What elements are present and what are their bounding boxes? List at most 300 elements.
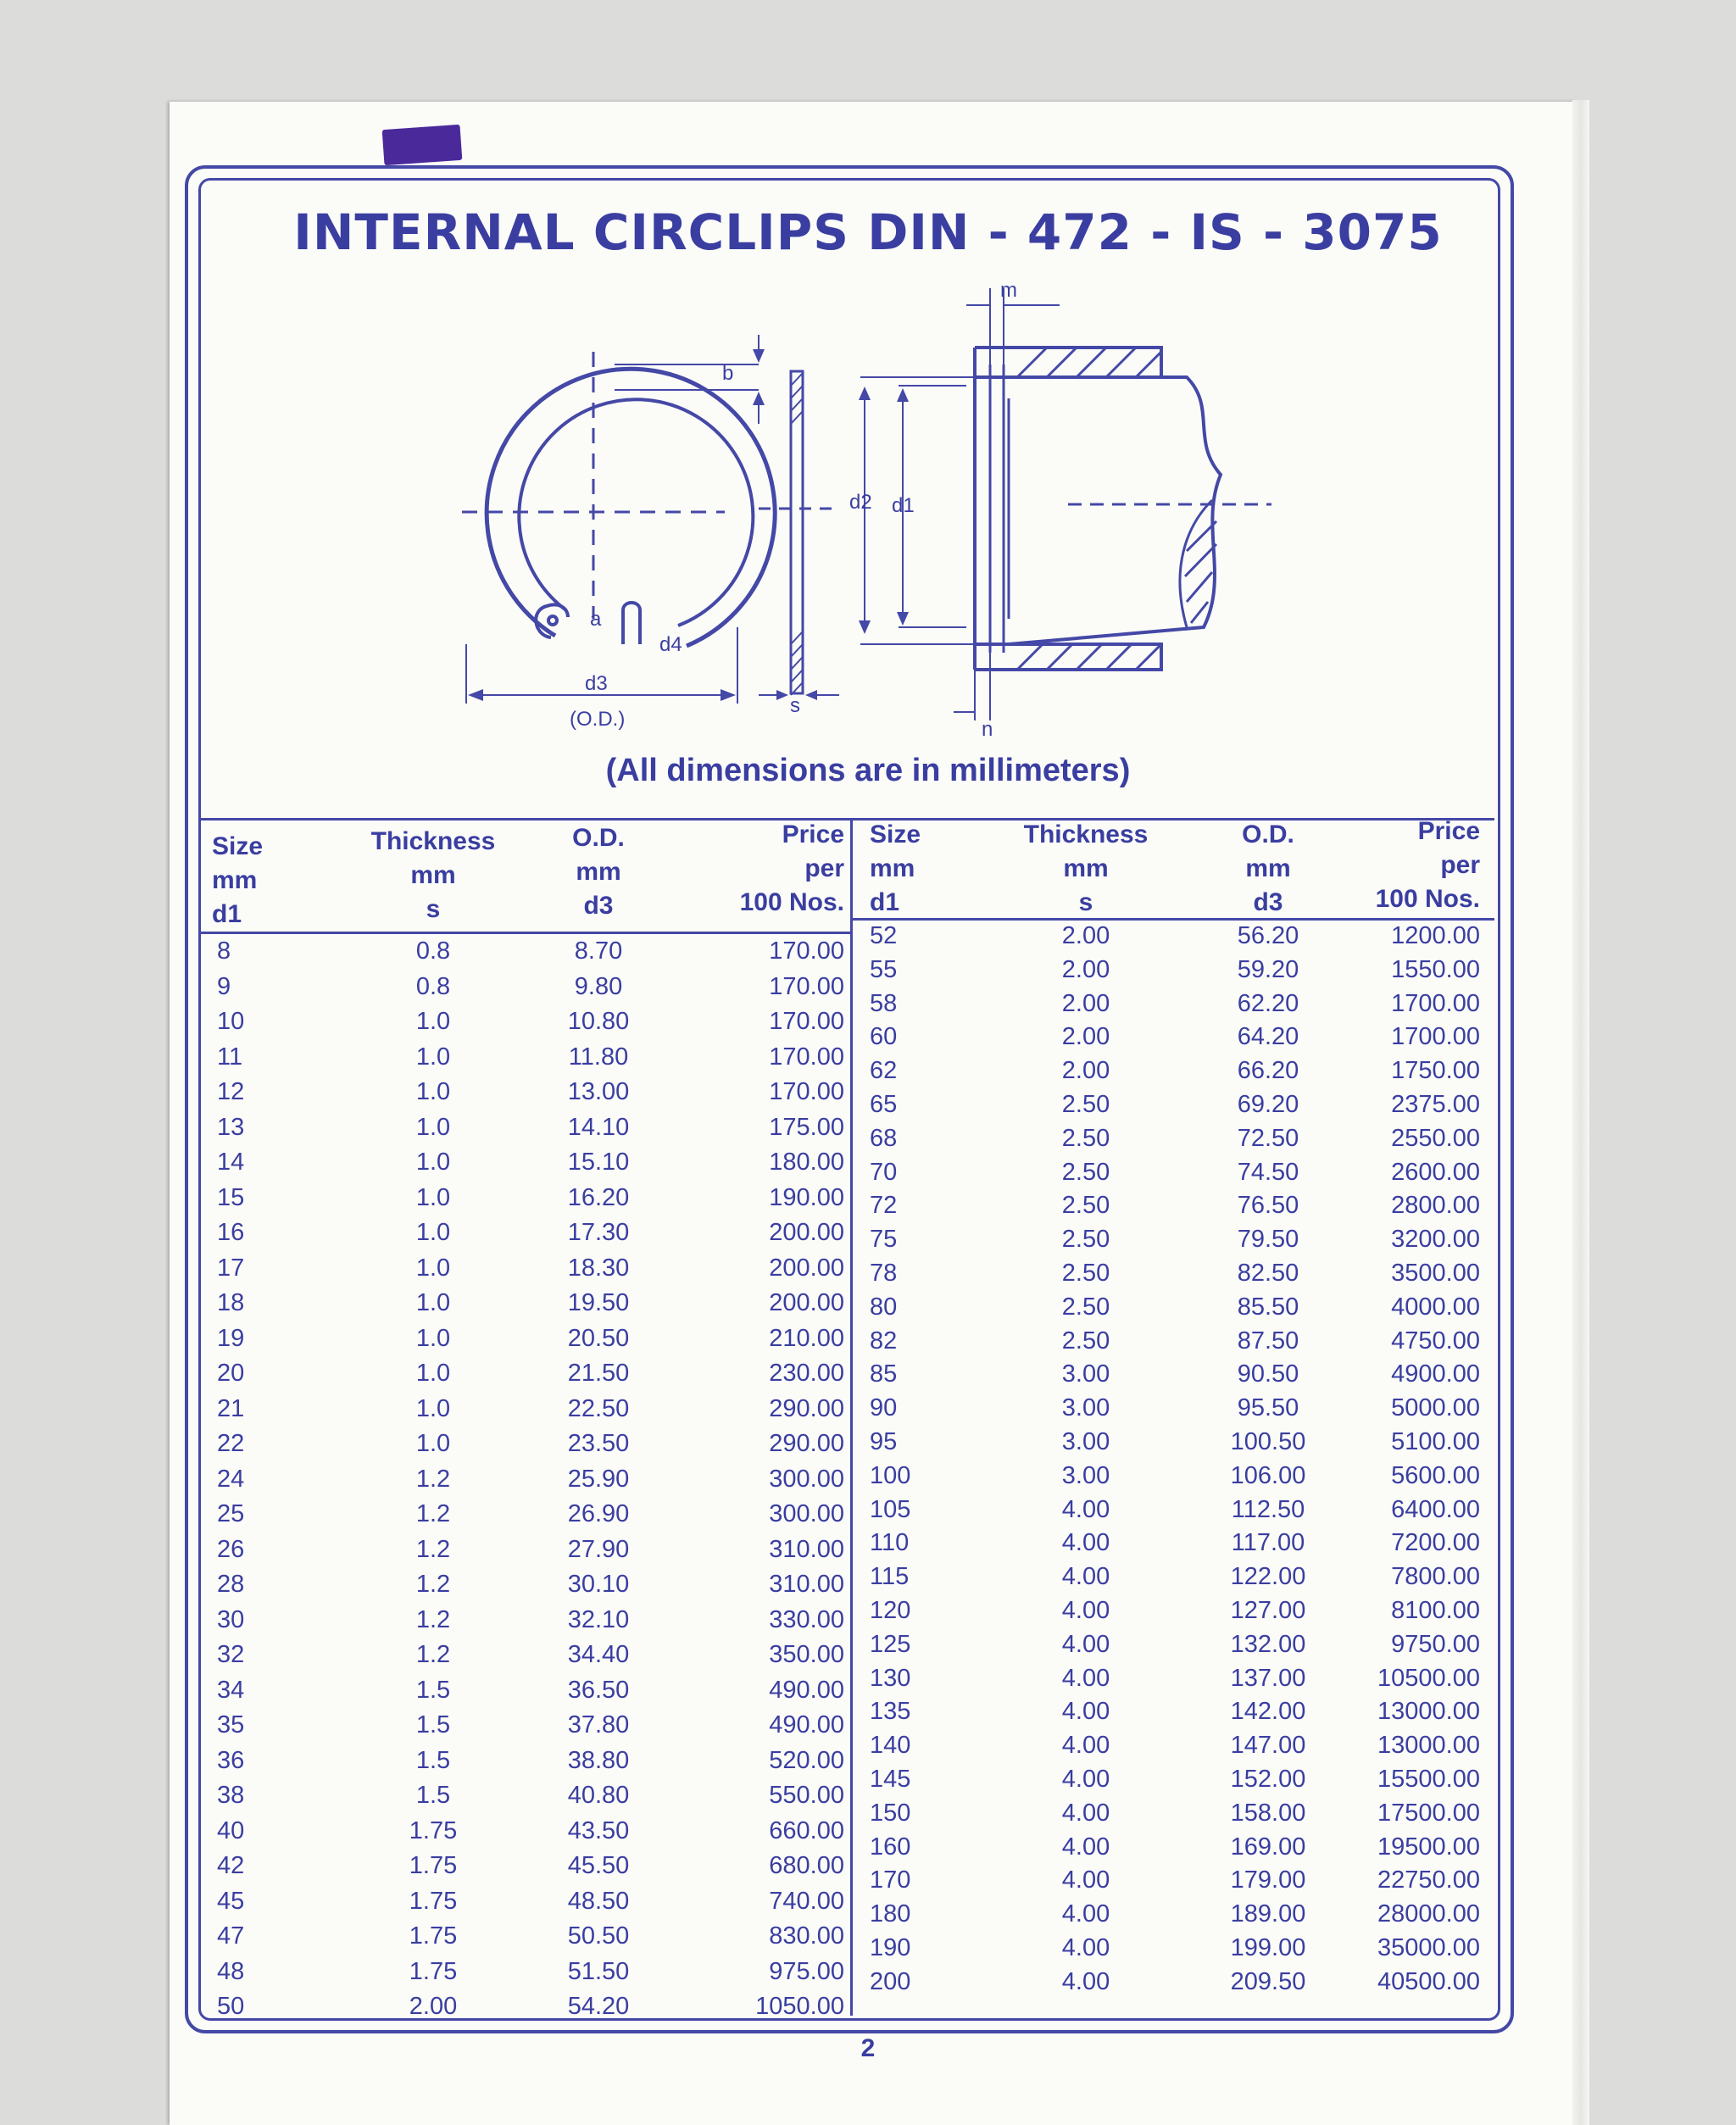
cell-price: 660.00 bbox=[769, 1816, 844, 1844]
table-row bbox=[853, 1796, 1494, 1832]
cell-size: 100 bbox=[870, 1461, 911, 1489]
cell-price: 490.00 bbox=[769, 1711, 844, 1738]
cell-od: 142.00 bbox=[1230, 1698, 1306, 1726]
cell-od: 50.50 bbox=[567, 1922, 630, 1950]
cell-size: 24 bbox=[217, 1465, 245, 1493]
cell-size: 62 bbox=[870, 1057, 898, 1085]
cell-size: 78 bbox=[870, 1260, 898, 1287]
cell-size: 9 bbox=[217, 972, 231, 1000]
cell-od: 122.00 bbox=[1230, 1563, 1306, 1591]
cell-thickness: 1.75 bbox=[409, 1852, 458, 1879]
cell-price: 13000.00 bbox=[1377, 1698, 1480, 1726]
cell-size: 12 bbox=[217, 1078, 245, 1105]
table-row bbox=[853, 1459, 1494, 1494]
cell-od: 21.50 bbox=[567, 1360, 630, 1387]
cell-thickness: 1.2 bbox=[415, 1605, 451, 1633]
cell-price: 1550.00 bbox=[1391, 955, 1480, 983]
cell-od: 199.00 bbox=[1230, 1934, 1306, 1961]
header-thickness: Thickness mm s bbox=[370, 827, 496, 923]
cell-size: 11 bbox=[217, 1043, 243, 1071]
table-row bbox=[853, 1830, 1494, 1866]
cell-od: 85.50 bbox=[1237, 1293, 1299, 1321]
cell-od: 79.50 bbox=[1237, 1226, 1299, 1254]
table-row bbox=[200, 1814, 850, 1850]
cell-od: 10.80 bbox=[567, 1008, 630, 1035]
cell-size: 38 bbox=[217, 1782, 245, 1809]
cell-od: 112.50 bbox=[1231, 1495, 1305, 1523]
cell-od: 27.90 bbox=[567, 1535, 630, 1563]
cell-price: 40500.00 bbox=[1377, 1967, 1480, 1995]
cell-price: 13000.00 bbox=[1377, 1732, 1480, 1760]
cell-size: 55 bbox=[870, 955, 898, 983]
table-row bbox=[200, 934, 850, 970]
cell-od: 66.20 bbox=[1237, 1057, 1299, 1085]
cell-thickness: 4.00 bbox=[1061, 1866, 1110, 1894]
cell-size: 50 bbox=[217, 1993, 245, 2020]
cell-thickness: 1.0 bbox=[415, 1008, 451, 1035]
cell-od: 32.10 bbox=[567, 1605, 630, 1633]
table-row bbox=[200, 1673, 850, 1709]
cell-size: 25 bbox=[217, 1500, 245, 1527]
cell-price: 1750.00 bbox=[1391, 1057, 1480, 1085]
cell-size: 140 bbox=[870, 1732, 911, 1760]
cell-thickness: 2.50 bbox=[1061, 1124, 1110, 1152]
snap-ring-side-view bbox=[759, 371, 839, 700]
table-row bbox=[853, 1357, 1494, 1393]
table-row bbox=[853, 1863, 1494, 1899]
cell-size: 60 bbox=[870, 1023, 898, 1051]
cell-thickness: 1.0 bbox=[415, 1394, 451, 1422]
table-row bbox=[853, 919, 1494, 954]
cell-price: 210.00 bbox=[769, 1324, 844, 1352]
table-row bbox=[200, 1884, 850, 1920]
cell-thickness: 1.2 bbox=[415, 1571, 451, 1598]
cell-thickness: 4.00 bbox=[1061, 1967, 1110, 1995]
cell-thickness: 4.00 bbox=[1061, 1934, 1110, 1961]
table-row bbox=[853, 1762, 1494, 1798]
table-row bbox=[200, 1392, 850, 1427]
cell-size: 200 bbox=[870, 1967, 911, 1995]
cell-price: 170.00 bbox=[769, 972, 844, 1000]
cell-size: 160 bbox=[870, 1833, 911, 1861]
cell-thickness: 1.5 bbox=[415, 1676, 451, 1704]
cell-size: 26 bbox=[217, 1535, 245, 1563]
cell-od: 20.50 bbox=[567, 1324, 630, 1352]
housing-hatching bbox=[1017, 348, 1216, 670]
cell-thickness: 4.00 bbox=[1061, 1597, 1110, 1624]
cell-price: 4000.00 bbox=[1391, 1293, 1480, 1321]
table-row bbox=[853, 1661, 1494, 1697]
cell-thickness: 4.00 bbox=[1061, 1799, 1110, 1827]
cell-size: 80 bbox=[870, 1293, 898, 1321]
cell-size: 90 bbox=[870, 1394, 898, 1422]
table-row bbox=[853, 1493, 1494, 1528]
cell-thickness: 2.00 bbox=[1061, 955, 1110, 983]
cell-price: 1200.00 bbox=[1391, 922, 1480, 949]
cell-size: 14 bbox=[217, 1149, 245, 1176]
table-row bbox=[853, 1965, 1494, 2000]
circlip-ring-drawing bbox=[462, 335, 775, 704]
cell-od: 74.50 bbox=[1237, 1158, 1299, 1186]
cell-od: 51.50 bbox=[567, 1957, 630, 1985]
header-size: Size mm d1 bbox=[870, 821, 921, 916]
cell-thickness: 0.8 bbox=[415, 937, 451, 965]
table-row bbox=[200, 1040, 850, 1076]
cell-size: 35 bbox=[217, 1711, 245, 1738]
table-row bbox=[853, 1155, 1494, 1191]
cell-size: 36 bbox=[217, 1746, 245, 1774]
cell-thickness: 3.00 bbox=[1061, 1461, 1110, 1489]
cell-thickness: 1.0 bbox=[415, 1113, 451, 1141]
cell-price: 170.00 bbox=[769, 937, 844, 965]
table-row bbox=[853, 1627, 1494, 1663]
table-row bbox=[853, 1694, 1494, 1730]
cell-price: 200.00 bbox=[769, 1254, 844, 1282]
right-table-header bbox=[853, 818, 1494, 921]
table-row bbox=[853, 953, 1494, 988]
cell-thickness: 1.0 bbox=[415, 1043, 451, 1071]
table-row bbox=[200, 1567, 850, 1603]
cell-size: 150 bbox=[870, 1799, 911, 1827]
cell-thickness: 1.2 bbox=[415, 1535, 451, 1563]
cell-size: 19 bbox=[217, 1324, 245, 1352]
cell-thickness: 1.2 bbox=[415, 1465, 451, 1493]
label-d4: d4 bbox=[659, 633, 682, 656]
cell-size: 120 bbox=[870, 1597, 911, 1624]
cell-thickness: 1.2 bbox=[415, 1641, 451, 1668]
cell-od: 82.50 bbox=[1237, 1260, 1299, 1287]
table-row bbox=[200, 970, 850, 1005]
cell-thickness: 2.50 bbox=[1061, 1226, 1110, 1254]
cell-od: 13.00 bbox=[567, 1078, 630, 1105]
cell-thickness: 2.00 bbox=[1061, 1023, 1110, 1051]
cell-od: 26.90 bbox=[567, 1500, 630, 1527]
table-row bbox=[200, 1427, 850, 1462]
cell-thickness: 1.0 bbox=[415, 1324, 451, 1352]
cell-price: 28000.00 bbox=[1377, 1900, 1480, 1928]
table-row bbox=[853, 1188, 1494, 1224]
cell-price: 7200.00 bbox=[1391, 1529, 1480, 1557]
table-row bbox=[200, 1989, 850, 2025]
cell-size: 48 bbox=[217, 1957, 245, 1985]
table-row bbox=[853, 1290, 1494, 1326]
cell-size: 30 bbox=[217, 1605, 245, 1633]
table-row bbox=[200, 1744, 850, 1779]
table-row bbox=[853, 1088, 1494, 1123]
cell-thickness: 1.5 bbox=[415, 1711, 451, 1738]
cell-price: 170.00 bbox=[769, 1043, 844, 1071]
cell-od: 117.00 bbox=[1231, 1529, 1305, 1557]
cell-thickness: 1.75 bbox=[409, 1957, 458, 1985]
cell-size: 21 bbox=[217, 1394, 245, 1422]
table-row bbox=[853, 1054, 1494, 1089]
cell-od: 22.50 bbox=[567, 1394, 630, 1422]
table-row bbox=[200, 1497, 850, 1533]
cell-size: 13 bbox=[217, 1113, 245, 1141]
cell-od: 179.00 bbox=[1230, 1866, 1306, 1894]
cell-od: 132.00 bbox=[1230, 1630, 1306, 1658]
cell-size: 135 bbox=[870, 1698, 911, 1726]
cell-price: 4750.00 bbox=[1391, 1327, 1480, 1355]
cell-thickness: 1.0 bbox=[415, 1219, 451, 1246]
cell-size: 65 bbox=[870, 1091, 898, 1118]
table-row bbox=[853, 1256, 1494, 1292]
table-row bbox=[853, 1425, 1494, 1460]
cell-price: 175.00 bbox=[769, 1113, 844, 1141]
cell-od: 69.20 bbox=[1237, 1091, 1299, 1118]
header-price: Price per 100 Nos. bbox=[739, 821, 844, 916]
cell-od: 17.30 bbox=[567, 1219, 630, 1246]
cell-price: 180.00 bbox=[769, 1149, 844, 1176]
cell-thickness: 2.50 bbox=[1061, 1158, 1110, 1186]
cell-size: 68 bbox=[870, 1124, 898, 1152]
cell-thickness: 1.0 bbox=[415, 1078, 451, 1105]
cell-thickness: 1.5 bbox=[415, 1746, 451, 1774]
cell-price: 200.00 bbox=[769, 1289, 844, 1316]
cell-size: 47 bbox=[217, 1922, 245, 1950]
table-row bbox=[853, 1728, 1494, 1764]
cell-size: 52 bbox=[870, 922, 898, 949]
cell-thickness: 1.0 bbox=[415, 1289, 451, 1316]
table-row bbox=[200, 1181, 850, 1216]
label-d2: d2 bbox=[849, 491, 872, 514]
cell-size: 20 bbox=[217, 1360, 245, 1387]
cell-od: 169.00 bbox=[1230, 1833, 1306, 1861]
cell-size: 125 bbox=[870, 1630, 911, 1658]
cell-size: 82 bbox=[870, 1327, 898, 1355]
cell-od: 106.00 bbox=[1230, 1461, 1306, 1489]
cell-od: 64.20 bbox=[1237, 1023, 1299, 1051]
cell-od: 62.20 bbox=[1237, 989, 1299, 1017]
table-row bbox=[200, 1919, 850, 1955]
label-d1: d1 bbox=[892, 494, 915, 517]
cell-od: 18.30 bbox=[567, 1254, 630, 1282]
cell-thickness: 1.0 bbox=[415, 1183, 451, 1211]
cell-price: 1700.00 bbox=[1391, 989, 1480, 1017]
cell-thickness: 2.50 bbox=[1061, 1091, 1110, 1118]
cell-od: 76.50 bbox=[1237, 1192, 1299, 1220]
cell-size: 170 bbox=[870, 1866, 911, 1894]
cell-od: 137.00 bbox=[1230, 1664, 1306, 1692]
cell-thickness: 4.00 bbox=[1061, 1495, 1110, 1523]
cell-od: 72.50 bbox=[1237, 1124, 1299, 1152]
cell-size: 15 bbox=[217, 1183, 245, 1211]
cell-thickness: 1.0 bbox=[415, 1360, 451, 1387]
cell-od: 9.80 bbox=[574, 972, 623, 1000]
cell-size: 16 bbox=[217, 1219, 245, 1246]
cell-size: 58 bbox=[870, 989, 898, 1017]
table-row bbox=[200, 1251, 850, 1287]
cell-price: 1700.00 bbox=[1391, 1023, 1480, 1051]
cell-od: 40.80 bbox=[567, 1782, 630, 1809]
table-row bbox=[853, 1324, 1494, 1360]
cell-od: 152.00 bbox=[1230, 1766, 1306, 1793]
cell-thickness: 3.00 bbox=[1061, 1360, 1110, 1388]
cell-thickness: 2.00 bbox=[1061, 989, 1110, 1017]
cell-thickness: 3.00 bbox=[1061, 1394, 1110, 1422]
cell-thickness: 2.00 bbox=[1061, 922, 1110, 949]
cell-thickness: 1.0 bbox=[415, 1430, 451, 1457]
cell-od: 95.50 bbox=[1237, 1394, 1299, 1422]
cell-size: 34 bbox=[217, 1676, 245, 1704]
table-row bbox=[200, 1603, 850, 1638]
label-a: a bbox=[590, 608, 602, 631]
cell-size: 8 bbox=[217, 937, 231, 965]
label-m: m bbox=[1000, 279, 1017, 302]
cell-size: 145 bbox=[870, 1766, 911, 1793]
table-row bbox=[853, 1560, 1494, 1595]
cell-price: 17500.00 bbox=[1377, 1799, 1480, 1827]
cell-od: 147.00 bbox=[1230, 1732, 1306, 1760]
cell-thickness: 2.50 bbox=[1061, 1192, 1110, 1220]
cell-size: 95 bbox=[870, 1428, 898, 1455]
table-row bbox=[853, 1391, 1494, 1427]
table-row bbox=[853, 987, 1494, 1022]
cell-size: 42 bbox=[217, 1852, 245, 1879]
cell-size: 32 bbox=[217, 1641, 245, 1668]
cell-size: 10 bbox=[217, 1008, 245, 1035]
cell-price: 5100.00 bbox=[1391, 1428, 1480, 1455]
header-size: Size mm d1 bbox=[212, 832, 264, 928]
table-row bbox=[853, 1020, 1494, 1055]
cell-od: 23.50 bbox=[567, 1430, 630, 1457]
table-row bbox=[200, 1215, 850, 1251]
cell-price: 310.00 bbox=[769, 1571, 844, 1598]
table-row bbox=[853, 1594, 1494, 1629]
cell-thickness: 1.75 bbox=[409, 1887, 458, 1915]
cell-price: 9750.00 bbox=[1391, 1630, 1480, 1658]
cell-thickness: 4.00 bbox=[1061, 1732, 1110, 1760]
cell-price: 300.00 bbox=[769, 1500, 844, 1527]
label-b: b bbox=[722, 362, 734, 385]
table-row bbox=[200, 1955, 850, 1990]
cell-price: 200.00 bbox=[769, 1219, 844, 1246]
cell-od: 56.20 bbox=[1237, 922, 1299, 949]
cell-od: 189.00 bbox=[1230, 1900, 1306, 1928]
page-stack-edge bbox=[1572, 100, 1589, 2125]
cell-od: 54.20 bbox=[567, 1993, 630, 2020]
circlip-diagram bbox=[424, 271, 1305, 746]
cell-size: 130 bbox=[870, 1664, 911, 1692]
cell-thickness: 4.00 bbox=[1061, 1833, 1110, 1861]
cell-price: 2550.00 bbox=[1391, 1124, 1480, 1152]
table-row bbox=[200, 1004, 850, 1040]
cell-size: 85 bbox=[870, 1360, 898, 1388]
cell-thickness: 4.00 bbox=[1061, 1664, 1110, 1692]
cell-price: 170.00 bbox=[769, 1008, 844, 1035]
cell-price: 190.00 bbox=[769, 1183, 844, 1211]
table-row bbox=[200, 1778, 850, 1814]
cell-size: 180 bbox=[870, 1900, 911, 1928]
table-row bbox=[200, 1849, 850, 1884]
cell-od: 90.50 bbox=[1237, 1360, 1299, 1388]
cell-thickness: 1.5 bbox=[415, 1782, 451, 1809]
cell-thickness: 1.2 bbox=[415, 1500, 451, 1527]
cell-price: 170.00 bbox=[769, 1078, 844, 1105]
table-row bbox=[200, 1145, 850, 1181]
cell-size: 105 bbox=[870, 1495, 911, 1523]
cell-od: 36.50 bbox=[567, 1676, 630, 1704]
cell-price: 6400.00 bbox=[1391, 1495, 1480, 1523]
cell-od: 19.50 bbox=[567, 1289, 630, 1316]
cell-thickness: 0.8 bbox=[415, 972, 451, 1000]
table-row bbox=[853, 1931, 1494, 1966]
header-od: O.D. mm d3 bbox=[1242, 821, 1294, 916]
cell-od: 59.20 bbox=[1237, 955, 1299, 983]
cell-thickness: 2.00 bbox=[1061, 1057, 1110, 1085]
table-row bbox=[200, 1462, 850, 1498]
cell-price: 290.00 bbox=[769, 1430, 844, 1457]
cell-price: 2600.00 bbox=[1391, 1158, 1480, 1186]
cell-price: 10500.00 bbox=[1377, 1664, 1480, 1692]
table-row bbox=[200, 1110, 850, 1146]
cell-price: 520.00 bbox=[769, 1746, 844, 1774]
cell-od: 25.90 bbox=[567, 1465, 630, 1493]
header-od: O.D. mm d3 bbox=[572, 824, 625, 920]
cell-price: 2800.00 bbox=[1391, 1192, 1480, 1220]
cell-od: 209.50 bbox=[1230, 1967, 1306, 1995]
cell-price: 2375.00 bbox=[1391, 1091, 1480, 1118]
cell-price: 3200.00 bbox=[1391, 1226, 1480, 1254]
table-row bbox=[200, 1321, 850, 1357]
cell-thickness: 4.00 bbox=[1061, 1900, 1110, 1928]
table-row bbox=[200, 1708, 850, 1744]
cell-price: 975.00 bbox=[769, 1957, 844, 1985]
cell-thickness: 2.00 bbox=[409, 1993, 458, 2020]
cell-od: 127.00 bbox=[1230, 1597, 1306, 1624]
cell-thickness: 4.00 bbox=[1061, 1563, 1110, 1591]
page-number: 2 bbox=[860, 2034, 876, 2062]
cell-od: 158.00 bbox=[1230, 1799, 1306, 1827]
table-row bbox=[853, 1526, 1494, 1561]
cell-price: 330.00 bbox=[769, 1605, 844, 1633]
cell-od: 16.20 bbox=[567, 1183, 630, 1211]
cell-thickness: 2.50 bbox=[1061, 1260, 1110, 1287]
cell-size: 17 bbox=[217, 1254, 245, 1282]
left-table-header bbox=[200, 818, 850, 934]
cell-od: 15.10 bbox=[567, 1149, 630, 1176]
cell-price: 310.00 bbox=[769, 1535, 844, 1563]
cell-od: 45.50 bbox=[567, 1852, 630, 1879]
table-row bbox=[853, 1121, 1494, 1157]
cell-price: 740.00 bbox=[769, 1887, 844, 1915]
cell-price: 22750.00 bbox=[1377, 1866, 1480, 1894]
cell-thickness: 2.50 bbox=[1061, 1327, 1110, 1355]
cell-size: 75 bbox=[870, 1226, 898, 1254]
cell-od: 87.50 bbox=[1237, 1327, 1299, 1355]
cell-od: 30.10 bbox=[567, 1571, 630, 1598]
cell-size: 22 bbox=[217, 1430, 245, 1457]
label-od: (O.D.) bbox=[570, 708, 626, 731]
cell-price: 300.00 bbox=[769, 1465, 844, 1493]
cell-price: 35000.00 bbox=[1377, 1934, 1480, 1961]
cell-price: 5000.00 bbox=[1391, 1394, 1480, 1422]
cell-od: 14.10 bbox=[567, 1113, 630, 1141]
cell-thickness: 1.75 bbox=[409, 1816, 458, 1844]
cell-size: 45 bbox=[217, 1887, 245, 1915]
cell-thickness: 1.0 bbox=[415, 1149, 451, 1176]
cell-thickness: 4.00 bbox=[1061, 1698, 1110, 1726]
cell-price: 550.00 bbox=[769, 1782, 844, 1809]
cell-thickness: 3.00 bbox=[1061, 1428, 1110, 1455]
header-thickness: Thickness mm s bbox=[1023, 821, 1149, 916]
table-row bbox=[200, 1286, 850, 1321]
units-note: (All dimensions are in millimeters) bbox=[605, 753, 1131, 788]
cell-price: 350.00 bbox=[769, 1641, 844, 1668]
table-row bbox=[200, 1533, 850, 1568]
cell-size: 115 bbox=[870, 1563, 910, 1591]
table-row bbox=[200, 1638, 850, 1673]
